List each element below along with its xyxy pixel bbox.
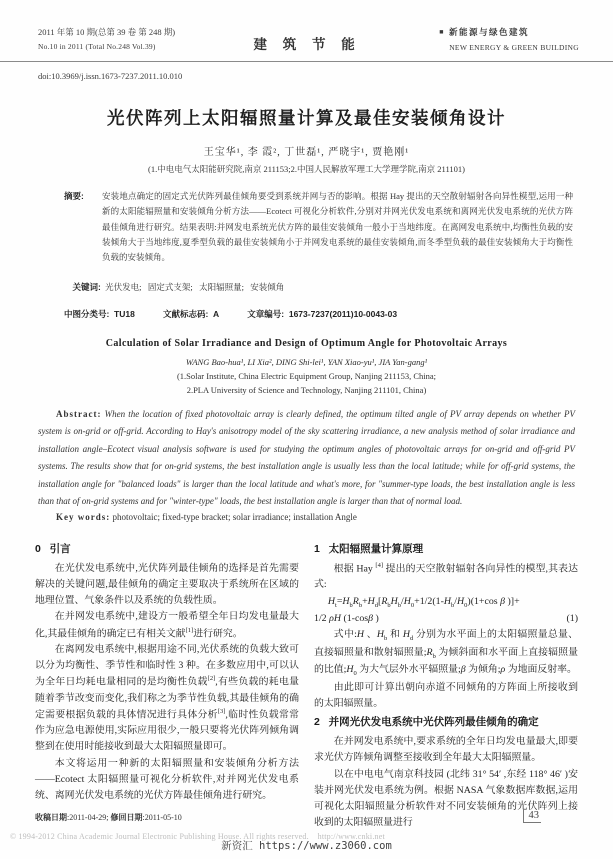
- right-paragraph-4: 在并网发电系统中,要求系统的全年日均发电量最大,即要求光伏方阵倾角调整至接收到全年最大太阳辐照量。: [314, 736, 578, 764]
- section-0-heading: 0 引言: [35, 542, 71, 555]
- equation-1-body: 1/2 ρH (1-cosβ ): [314, 613, 379, 625]
- page-header: [0, 0, 613, 61]
- column-info: [439, 25, 579, 54]
- section-2-heading: 2 并网光伏发电系统中光伏阵列最佳倾角的确定: [314, 716, 539, 729]
- article-title-en: Calculation of Solar Irradiance and Design of Optimum Angle for Photovoltaic Arrays: [105, 337, 508, 349]
- classification-line: [64, 308, 573, 320]
- abstract-label-cn: 摘要:: [64, 191, 84, 202]
- equation-1-line-2: [314, 611, 578, 627]
- equation-1-number: (1): [566, 613, 578, 625]
- keywords-en: photovoltaic; fixed-type bracket; solar irradiance; installation Angle: [110, 511, 357, 522]
- issue-line-en: No.10 in 2011 (Total No.248 Vol.39): [38, 42, 156, 52]
- issue-line-cn: 2011 年第 10 期(总第 39 卷 第 248 期): [38, 27, 176, 37]
- left-paragraph-1: 在光伏发电系统中,光伏阵列最佳倾角的选择是首先需要解决的关键问题,最佳倾角的确定主要取决于系统所在区域的地理位置、气象条件以及系统的负载性质。: [35, 562, 299, 607]
- journal-title: 建 筑 节 能: [253, 37, 361, 52]
- received-revised-dates: 收稿日期:2011-04-29; 修回日期:2011-05-10: [35, 812, 182, 822]
- left-paragraph-4: 本文将运用一种新的太阳辐照量和安装倾角分析方法——Ecotect 太阳辐照量可视化分析软件,对并网光伏发电系统、离网光伏发电系统的光伏方阵最佳倾角进行研究。: [35, 757, 299, 801]
- watermark-text: 新资汇 https://www.z3060.com: [221, 840, 392, 852]
- column-name-cn-text: 新能源与绿色建筑: [448, 27, 529, 37]
- authors-cn: 王宝华¹, 李 霞², 丁世磊¹, 严晓宇¹, 贾艳刚¹: [203, 147, 410, 159]
- equation-1-line-1: $H_t=H_bR_b+H_d[R_bH_b/H_0+1/2(1-H_b/H_0)(1+\cos$ β )]+: [327, 595, 520, 609]
- affiliation-cn: (1.中电电气太阳能研究院,南京 211153;2.中国人民解放军理工大学理学院,南京 211101): [147, 164, 465, 175]
- affiliation-en-2: 2.PLA University of Science and Technology, Nanjing 211101, China): [186, 384, 427, 395]
- article-title-cn: 光伏阵列上太阳辐照量计算及最佳安装倾角设计: [107, 108, 506, 129]
- affiliation-en-1: (1.Solar Institute, China Electric Equipment Group, Nanjing 211153, China;: [176, 370, 437, 381]
- keywords-cn-line: [64, 271, 573, 303]
- issue-info: [38, 25, 175, 54]
- body-columns: [35, 539, 578, 831]
- right-paragraph-2: 式中:H 、$H_b$ 和 $H_d$ 分别为水平面上的太阳辐照量总量、直接辐照量和散射辐照量$;R_b$ 为倾斜面和水平面上直接辐照量的比值$;H_0$ 为大气层外水平辐照量;β 为倾角;ρ 为地面反射率。: [314, 629, 578, 678]
- abstract-en-block: [38, 406, 575, 511]
- abstract-text-cn: 安装地点确定的固定式光伏阵列最佳倾角要受到系统并网与否的影响。根据 Hay 提出的天空散射辐射各向异性模型,运用一种新的太阳能辐照量和安装倾角分析方法——Ecotect 可视化分析软件,分别对并网光伏发电系统和离网光伏发电系统的光伏方阵最佳倾角进行研究。结果表明:并网发电系统光伏方阵的最佳安装倾角一般小于当地纬度。在离网发电系统中,均衡性负载的安装倾角大于当地纬度,夏季型负载的最佳安装倾角小于并网发电系统的最佳安装倾角,而冬季型负载的最佳安装倾角大于均衡性负载的安装倾角。: [102, 191, 573, 263]
- right-column: [314, 539, 578, 831]
- abstract-cn-block: [64, 189, 573, 265]
- column-name-cn: [439, 25, 579, 41]
- authors-en: WANG Bao-hua¹, LI Xia², DING Shi-lei¹, YAN Xiao-yu¹, JIA Yan-gang¹: [185, 356, 428, 367]
- abstract-text-en: When the location of fixed photovoltaic array is clearly defined, the optimum tilted angle of PV array depends on whether PV system is on-grid or off-grid. According to Hay's anisotropy model of the sky scattering irradiance, a new analysis method of solar irradiance and installation angle–Ecotect visual analysis software is used for studying the optimum angles of photovoltaic arrays for on-grid and off-grid PV systems. The results show that for on-grid systems, the best installation angle is usually less than the local latitude; while for off-grid systems, the installation angle for "balanced loads" is larger than the local latitude and what's more, for "summer-type loads, the best installation angle is less than that of on-grid systems and for "winter-type" loads, the best installation angle is larger than that of normal load.: [38, 408, 575, 507]
- article-id: 文章编号: 1673-7237(2011)10-0043-03: [247, 308, 398, 319]
- doi: doi:10.3969/j.issn.1673-7237.2011.10.010: [38, 71, 183, 82]
- document-code: 文献标志码: A: [162, 308, 220, 319]
- right-paragraph-5: 以在中电电气南京科技园 (北纬 31° 54′ ,东经 118° 46′ )安装并网光伏发电系统为例。根据 NASA 气象数据库数据,运用可视化太阳辐照量分析软件对不同安装倾角的光伏阵列上接收到的太阳辐照量进行: [314, 768, 578, 829]
- clc-number: 中图分类号: TU18: [64, 308, 135, 319]
- black-square-icon: ■: [439, 29, 445, 36]
- keywords-en-line: [38, 512, 575, 522]
- column-name-en: NEW ENERGY & GREEN BUILDING: [449, 42, 579, 52]
- left-paragraph-3: 在离网发电系统中,根据用途不同,光伏系统的负载大致可以分为均衡性、季节性和临时性 3 种。在多数应用中,可以认为全年日均耗电量相同的是均衡性负载[2],有些负载的耗电量随着季节改变而变化,我们称之为季节性负载,其最佳倾角的确定需要根据负载的具体情况进行具体分析[3],临时性负载常常作为应急电源使用,实际应用很少,一般只要将光伏阵列倾角调整到在使用时能接收到最大太阳辐照量即可。: [35, 643, 299, 753]
- copyright-notice: © 1994-2012 China Academic Journal Electronic Publishing House. All rights reserved. http://www.cnki.net: [10, 832, 385, 841]
- page-number: 43: [523, 809, 542, 823]
- right-paragraph-1: 根据 Hay [4] 提出的天空散射辐射各向异性的模型,其表达式:: [314, 561, 578, 591]
- section-1-heading: 1 太阳辐照量计算原理: [314, 542, 424, 555]
- abstract-label-en: Abstract:: [56, 408, 102, 419]
- right-paragraph-3: 由此即可计算出朝向赤道不同倾角的方阵面上所接收到的太阳辐照量。: [314, 681, 578, 710]
- keywords-label-en: Key words:: [56, 511, 111, 522]
- keywords-cn: 光伏发电; 固定式支架; 太阳辐照量; 安装倾角: [100, 281, 285, 292]
- left-paragraph-2: 在并网发电系统中,建设方一般希望全年日均发电量最大化,其最佳倾角的确定已有相关文献[1]进行研究。: [35, 611, 299, 639]
- left-column: [35, 539, 299, 831]
- keywords-label-cn: 关键词:: [72, 281, 101, 292]
